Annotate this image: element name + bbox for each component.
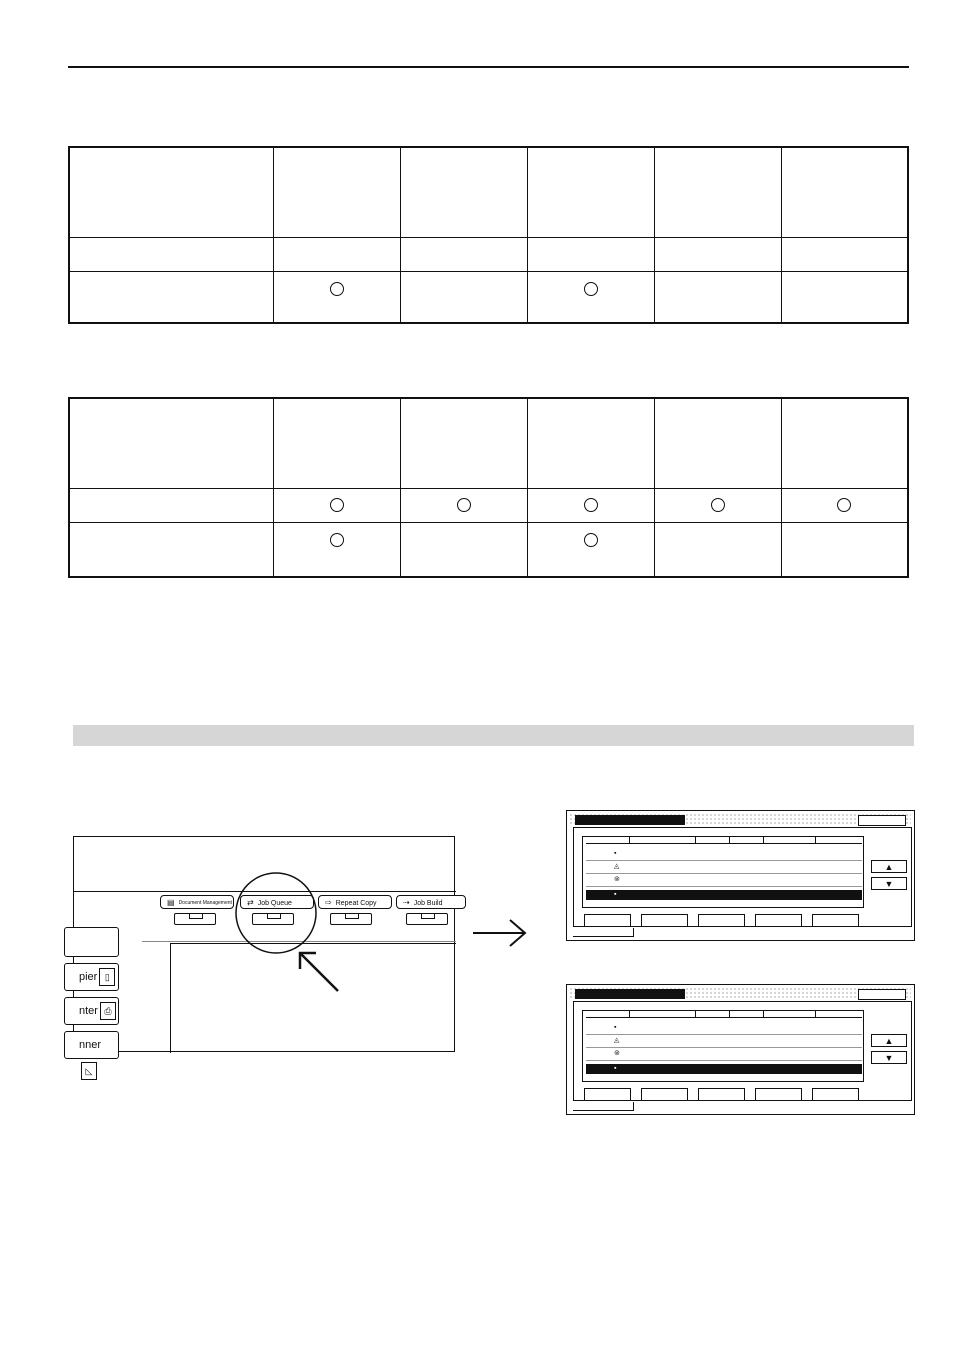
table-cell [527,237,654,271]
tab-job-build[interactable] [396,895,466,909]
scanner-button[interactable] [64,1031,119,1077]
job-queue-icon: ⇄ [247,898,254,907]
circle-mark-icon [711,498,725,512]
table-cell [69,488,273,522]
scanner-label: nner [79,1039,102,1051]
repeat-copy-icon: ⇨ [325,898,332,907]
table-cell [654,147,781,237]
table-cell [400,147,527,237]
table-cell [654,398,781,488]
document-management-icon: ▤ [167,898,175,907]
function-button-2[interactable] [641,914,688,927]
function-button-3[interactable] [698,914,745,927]
tab-label: Job Queue [257,900,292,907]
table-cell [273,237,400,271]
table-cell [273,398,400,488]
circle-mark-icon [584,282,598,296]
copy-job-icon: ▪ [614,1024,617,1031]
blank-side-button[interactable] [64,927,119,957]
printer-icon: ⎙ [100,1002,116,1020]
function-button-1[interactable] [584,914,631,927]
table-cell [69,271,273,323]
row-divider [586,886,862,887]
document-management-key[interactable] [174,913,216,925]
function-button-4[interactable] [755,914,802,927]
copier-button[interactable] [64,963,119,991]
scanner-icon: ◺ [81,1062,97,1080]
table-cell [400,522,527,577]
function-button-1[interactable] [584,1088,631,1101]
column-separator [729,1011,730,1018]
row-divider [586,860,862,861]
close-button[interactable] [858,989,906,1000]
row-divider [586,1034,862,1035]
job-queue-screen-2 [566,984,915,1115]
table-cell [654,488,781,522]
screen-body [573,827,912,927]
compatibility-table-1 [68,146,909,324]
table-cell [69,522,273,577]
copier-label: pier [79,971,98,983]
screen-tab [573,928,634,937]
table-row [69,271,908,323]
table-row [69,488,908,522]
print-job-icon: ◬ [614,863,620,870]
table-cell [273,271,400,323]
table-cell [527,147,654,237]
circle-mark-icon [837,498,851,512]
right-arrow-icon [470,915,530,951]
column-separator [629,837,630,844]
printer-button[interactable] [64,997,119,1025]
function-button-5[interactable] [812,914,859,927]
list-header-line [586,843,862,844]
top-rule [68,66,909,68]
list-item[interactable] [586,849,862,859]
scroll-down-button[interactable]: ▼ [871,1051,907,1064]
table-cell [273,488,400,522]
list-item-selected[interactable] [586,1064,862,1074]
highlight-circle [234,871,318,955]
job-build-icon: ⇢ [403,898,410,907]
function-button-2[interactable] [641,1088,688,1101]
table-cell [781,488,908,522]
display-left-edge [170,943,171,1053]
function-button-3[interactable] [698,1088,745,1101]
table-cell [654,522,781,577]
tab-label: Repeat Copy [335,900,377,907]
column-separator [729,837,730,844]
list-item[interactable] [586,875,862,885]
operation-panel-illustration [73,836,455,1077]
scroll-up-button[interactable]: ▲ [871,860,907,873]
job-queue-screen-1 [566,810,915,941]
table-cell [781,271,908,323]
table-cell [69,237,273,271]
table-cell [654,271,781,323]
table-cell [69,398,273,488]
fax-job-icon: ⊚ [614,1050,620,1057]
table-cell [400,237,527,271]
pointer-arrow-icon [292,947,344,997]
list-item[interactable] [586,1036,862,1046]
copier-icon: ▯ [99,968,115,986]
list-item[interactable] [586,1049,862,1059]
table-cell [527,271,654,323]
tab-label: Document Management [178,900,232,907]
column-separator [695,1011,696,1018]
table-cell [781,398,908,488]
job-list [582,1010,864,1082]
function-button-4[interactable] [755,1088,802,1101]
row-divider [586,873,862,874]
table-row [69,147,908,237]
job-list [582,836,864,908]
table-cell [527,522,654,577]
list-item-selected[interactable] [586,890,862,900]
circle-mark-icon [330,282,344,296]
circle-mark-icon [584,533,598,547]
close-button[interactable] [858,815,906,826]
table-cell [781,522,908,577]
row-divider [586,1060,862,1061]
list-item[interactable] [586,862,862,872]
column-separator [763,1011,764,1018]
column-separator [695,837,696,844]
table-cell [527,488,654,522]
circle-mark-icon [457,498,471,512]
table-cell [527,398,654,488]
printer-label: nter [79,1005,98,1017]
table-cell [273,522,400,577]
row-divider [586,1047,862,1048]
table-cell [273,147,400,237]
list-header-line [586,1017,862,1018]
column-separator [763,837,764,844]
tab-label: Job Build [413,900,443,907]
table-row [69,237,908,271]
print-job-icon: ◬ [614,1037,620,1044]
table-cell [400,488,527,522]
screen-tab [573,1102,634,1111]
scroll-up-button[interactable]: ▲ [871,1034,907,1047]
table-row [69,398,908,488]
job-build-key[interactable] [406,913,448,925]
screen-title-bar [575,989,685,999]
column-separator [815,837,816,844]
repeat-copy-key[interactable] [330,913,372,925]
table-cell [69,147,273,237]
table-cell [781,237,908,271]
column-separator [629,1011,630,1018]
table-row [69,522,908,577]
tab-repeat-copy[interactable] [318,895,392,909]
circle-mark-icon [330,533,344,547]
circle-mark-icon [584,498,598,512]
list-item[interactable] [586,1023,862,1033]
table-cell [400,398,527,488]
copy-job-icon: ▪ [614,891,617,898]
compatibility-table-2 [68,397,909,578]
section-header-bar [73,725,914,746]
column-separator [815,1011,816,1018]
screen-body [573,1001,912,1101]
tab-document-management[interactable] [160,895,234,909]
table-cell [654,237,781,271]
copy-job-icon: ▪ [614,1065,617,1072]
screen-title-bar [575,815,685,825]
fax-job-icon: ⊚ [614,876,620,883]
scroll-down-button[interactable]: ▼ [871,877,907,890]
table-cell [781,147,908,237]
function-button-5[interactable] [812,1088,859,1101]
table-cell [400,271,527,323]
copy-job-icon: ▪ [614,850,617,857]
circle-mark-icon [330,498,344,512]
